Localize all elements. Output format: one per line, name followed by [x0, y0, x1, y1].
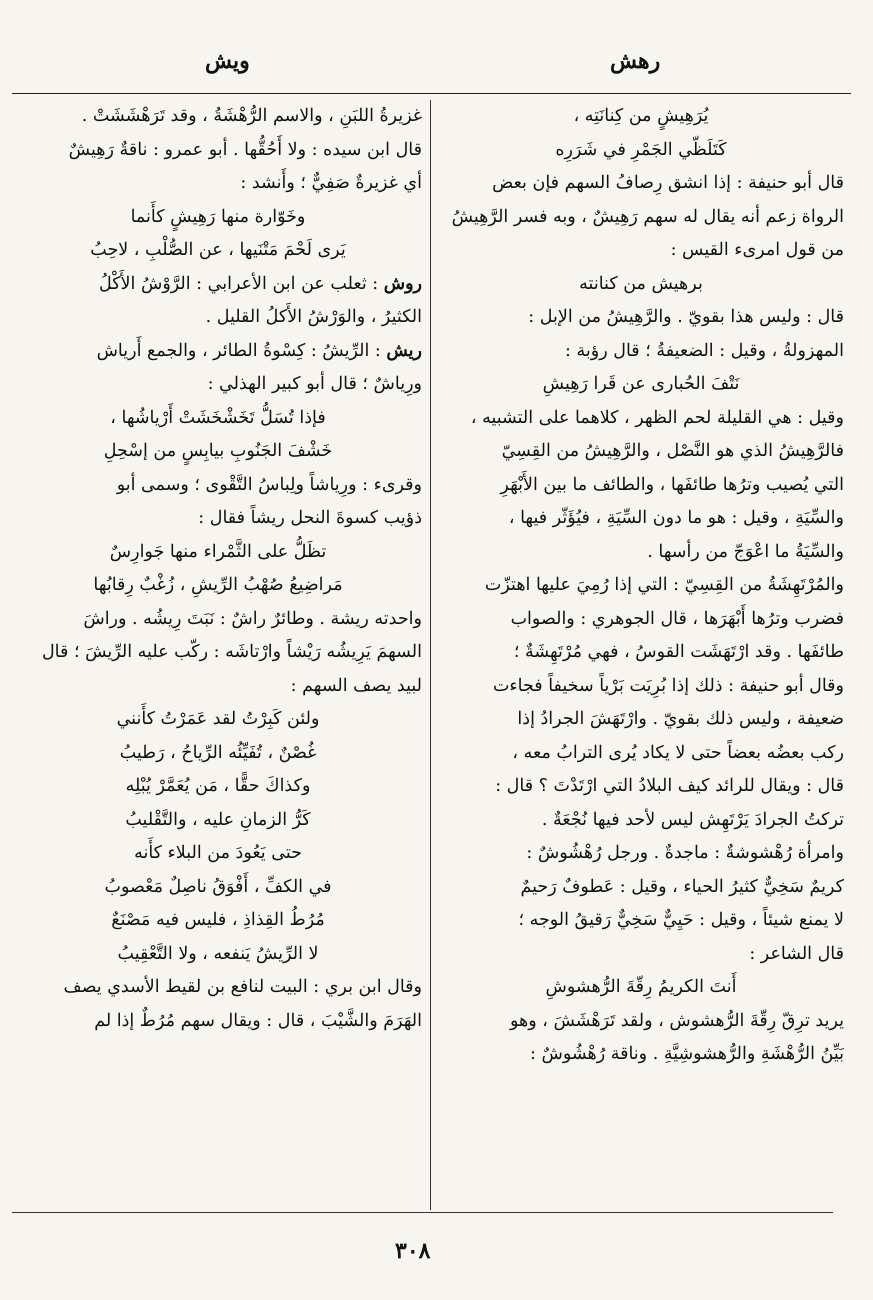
- text-line: وقيل : هي القليلة لحم الظهر ، كلاهما على التشبيه ،: [470, 407, 844, 428]
- text-line: أي غزيرةٌ صَفِيٌّ ؛ وأَنشد :: [240, 173, 422, 193]
- verse-line: في الكفِّ ، أَفْوَقُ ناصِلٌ مَعْصوبُ: [104, 876, 332, 897]
- text-line: كريمٌ سَخِيٌّ كثيرُ الحياء ، وقيل : عَطوفٌ رَحيمٌ: [520, 876, 844, 897]
- verse-line: مَراضِيعُ صُهْبُ الرِّيشِ ، زُغْبٌ رِقابُها: [93, 575, 343, 595]
- text-line: قال أبو حنيفة : إذا انشق رِصافُ السهم فإن بعض: [492, 173, 844, 193]
- text-line: وامرأة رُهْشوشةٌ : ماجدةٌ . ورجل رُهْشُوشٌ :: [526, 843, 844, 863]
- text-line: التي يُصيب وترُها طائفَها ، والطائف ما بين الأَبْهَرِ: [500, 474, 844, 495]
- verse-line: حتى يَعُودَ من البلاء كأَنه: [134, 843, 302, 863]
- text-line: وقرىء : ورِياشاً ولِباسُ التَّقْوى ؛ وسمى أبو: [116, 474, 422, 495]
- text-line: والمُرْتَهِشَةُ من القِسِيّ : التي إذا رُمِيَ عليها اهتزّت: [484, 575, 844, 595]
- text-line: يريد ترِقّ رِقّةَ الرُّهشوش ، ولقد تَرَهْشَشَ ، وهو: [510, 1010, 844, 1031]
- verse-line: كَتَلَظّي الجَمْرِ في شَرَرِه: [555, 139, 727, 160]
- right-column: [438, 100, 844, 1208]
- text-line: فضرب وترُها أَبْهَرَها ، قال الجوهري : والصواب: [510, 608, 844, 629]
- verse-line: يُرَهِيشٍ من كِنانَتِه ،: [573, 106, 709, 126]
- text-line: فالرَّهِيشُ الذي هو النَّصْل ، والرَّهِيشُ من القِسِيّ: [501, 441, 844, 461]
- text-line: ريش : الرِّيشُ : كِسْوةُ الطائر ، والجمع أَرياش: [96, 340, 422, 361]
- verse-line: برهيش من كنانته: [579, 273, 703, 294]
- text-line: قال ابن سيده : ولا أَحُقُّها . أبو عمرو : ناقةٌ رَهِيشٌ: [68, 139, 422, 160]
- text-line: طائفَها . وقد ارْتَهَشَت القوسُ ، فهي مُرْتَهِشَةٌ ؛: [513, 642, 844, 662]
- text-line: واحدته ريشة . وطائرٌ راشٌ : نَبَتَ رِيشُه . وراشَ: [83, 608, 422, 629]
- text-line: والسِّيَةُ ما اعْوَجّ من رأسها .: [647, 541, 844, 562]
- verse-line: غُصْنٌ ، تُفَيِّئُه الرِّياحُ ، رَطيبُ: [119, 742, 317, 763]
- text-line: ورِياشٌ ؛ قال أبو كبير الهذلي :: [207, 374, 422, 394]
- text-line: الرواة زعم أنه يقال له سهم رَهِيشٌ ، وبه فسر الرَّهِيشُ: [451, 206, 844, 227]
- text-line: لا يمنع شيئاً ، وقيل : حَيِيٌّ سَخِيٌّ رَقيقُ الوجه ؛: [518, 910, 844, 930]
- footer-rule: [12, 1212, 833, 1213]
- text-line: ذؤيب كسوةَ النحل ريشاً فقال :: [198, 508, 422, 528]
- verse-line: كَرُّ الزمانِ عليه ، والتَّقْليبُ: [125, 809, 311, 830]
- text-line: السهمَ يَرِيشُه رَيْشاً وارْتاشَه : ركّب عليه الرِّيشَ ؛ قال: [41, 642, 422, 662]
- text-line: غزيرةُ اللبَنِ ، والاسم الرُّهْشَةُ ، وقد تَرَهْشَشَتْ .: [81, 106, 422, 126]
- header-word-right: رهش: [610, 48, 661, 74]
- header-rule: [12, 93, 851, 94]
- entry-headword: ريش: [386, 340, 422, 361]
- page-number: ٣٠٨: [395, 1238, 431, 1264]
- verse-line: تظَلُّ على الثَّمْراء منها جَوارِسٌ: [109, 541, 327, 562]
- header-word-left: ويش: [205, 48, 250, 74]
- text-line: تركتُ الجرادَ يَرْتَهِش ليس لأحد فيها نُجْعَةٌ .: [541, 809, 844, 830]
- column-divider: [430, 100, 431, 1210]
- verse-line: يَرى لَحْمَ مَتْنَيها ، عن الصُّلْبِ ، لاحِبُ: [90, 240, 346, 260]
- verse-line: أَنتَ الكريمُ رِقّةَ الرُّهشوشِ: [545, 977, 737, 997]
- text-line: وقال أبو حنيفة : ذلك إذا بُرِيَت بَرْياً سخيفاً فجاءت: [492, 675, 844, 696]
- verse-line: خَشْفَ الجَنُوبِ بيابِسٍ من إسْحِلِ: [103, 441, 333, 461]
- verse-line: فإذا تُسَلُّ تَخَشْخَشَتْ أَرْياشُها ،: [110, 407, 326, 428]
- text-line: من قول امرىء القيس :: [670, 240, 844, 260]
- verse-line: ولئن كَبِرْتُ لقد عَمَرْتُ كأَنني: [116, 709, 320, 729]
- text-line: روش : ثعلب عن ابن الأعرابي : الرَّوْشُ الأَكْلُ: [98, 273, 422, 294]
- verse-line: لا الرِّيشُ يَنفعه ، ولا التَّعْقِيبُ: [117, 943, 319, 964]
- left-column: [14, 100, 422, 1208]
- text-line: والسِّيَةِ ، وقيل : هو ما دون السِّيَةِ ، فيُؤَثّر فيها ،: [508, 508, 844, 528]
- entry-headword: روش: [383, 273, 422, 294]
- verse-line: وخَوّارة منها رَهِيشٍ كأَنما: [130, 206, 306, 227]
- text-line: المهزولةُ ، وقيل : الضعيفةُ ؛ قال رؤبة :: [565, 340, 844, 361]
- verse-line: مُرُطُ القِذاذِ ، فليس فيه مَصْنَعٌ: [111, 910, 325, 930]
- text-line: لبيد يصف السهم :: [290, 675, 422, 696]
- text-line: ضعيفة ، وليس ذلك بقويّ . وارْتَهَشَ الجرادُ إذا: [517, 709, 844, 729]
- text-line: ركب بعضُه بعضاً حتى لا يكاد يُرى الترابُ معه ،: [512, 742, 844, 763]
- text-line: قال الشاعر :: [749, 943, 844, 964]
- text-line: الهَرَمَ والشَّيْبَ ، قال : ويقال سهم مُرُطٌ إذا لم: [94, 1010, 422, 1031]
- text-line: قال : وليس هذا بقويّ . والرَّهِيشُ من الإبل :: [528, 307, 844, 327]
- verse-line: وكذاكَ حقًّا ، مَن يُعَمَّرْ يُبْلِه: [125, 776, 311, 796]
- text-line: الكثيرُ ، والوَرْشُ الأَكلُ القليل .: [205, 307, 422, 327]
- verse-line: نَتْفَ الحُبارى عن قَرا رَهِيشِ: [542, 374, 740, 394]
- text-line: قال : ويقال للرائد كيف البلادُ التي ارْتَدْتَ ؟ قال :: [495, 776, 844, 796]
- text-line: بَيِّنُ الرُّهْشَةِ والرُّهشوشِيَّةِ . وناقة رُهْشُوشٌ :: [530, 1044, 844, 1064]
- text-line: وقال ابن بري : البيت لنافع بن لقيط الأسدي يصف: [63, 977, 422, 997]
